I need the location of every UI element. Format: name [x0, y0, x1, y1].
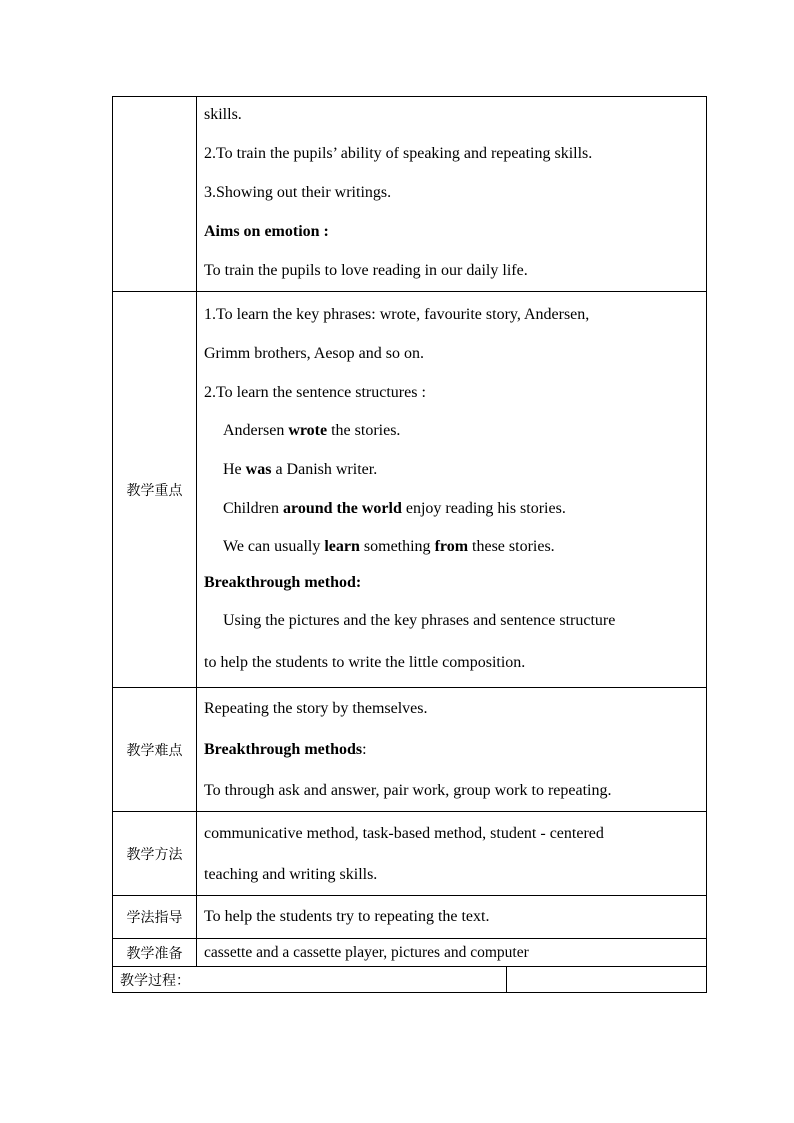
method-line-2: to help the students to write the little composition.	[204, 654, 526, 671]
difficulty-method-heading: Breakthrough methods:	[204, 741, 367, 758]
methods-row	[113, 812, 707, 896]
aims-line-2: 2.To train the pupils’ ability of speaking and repeating skills.	[204, 145, 593, 162]
aims-label	[113, 97, 197, 292]
sentence-2: He was a Danish writer.	[223, 461, 378, 478]
difficulties-label: 教学难点	[113, 688, 197, 812]
aims-row	[113, 97, 707, 292]
preparation-label: 教学准备	[113, 939, 197, 967]
key-points-row	[113, 292, 707, 688]
process-label: 教学过程：	[113, 967, 507, 993]
methods-line-1: communicative method, task-based method, student - centered	[204, 824, 604, 842]
guidance-label: 学法指导	[113, 896, 197, 939]
difficulties-row	[113, 688, 707, 812]
key-points-label: 教学重点	[113, 292, 197, 688]
preparation-row	[113, 939, 707, 967]
methods-content	[197, 812, 707, 896]
sentence-1: Andersen wrote the stories.	[223, 422, 401, 439]
aims-line-3: 3.Showing out their writings.	[204, 184, 392, 201]
emotion-heading: Aims on emotion :	[204, 223, 329, 240]
process-row	[113, 967, 707, 993]
methods-label: 教学方法	[113, 812, 197, 896]
method-heading: Breakthrough method:	[204, 574, 362, 591]
guidance-content: To help the students try to repeating the text.	[197, 896, 707, 939]
key-points-content	[197, 292, 707, 688]
aims-content	[197, 97, 707, 292]
difficulty-line-2: To through ask and answer, pair work, group work to repeating.	[204, 782, 612, 799]
difficulty-line-1: Repeating the story by themselves.	[204, 700, 428, 717]
lesson-plan-table	[112, 96, 707, 993]
guidance-row	[113, 896, 707, 939]
emotion-text: To train the pupils to love reading in our daily life.	[204, 262, 528, 279]
sentence-3: Children around the world enjoy reading his stories.	[223, 500, 566, 517]
structures-heading: 2.To learn the sentence structures :	[204, 384, 426, 401]
difficulties-content	[197, 688, 707, 812]
process-right-cell	[507, 967, 707, 993]
aims-line-1: skills.	[204, 106, 242, 123]
key-phrases-line-1: 1.To learn the key phrases: wrote, favourite story, Andersen,	[204, 306, 590, 323]
methods-line-2: teaching and writing skills.	[204, 865, 378, 883]
preparation-content: cassette and a cassette player, pictures and computer	[197, 939, 707, 967]
key-phrases-line-2: Grimm brothers, Aesop and so on.	[204, 345, 424, 362]
method-line-1: Using the pictures and the key phrases and sentence structure	[223, 612, 616, 629]
sentence-4: We can usually learn something from these stories.	[223, 538, 555, 555]
